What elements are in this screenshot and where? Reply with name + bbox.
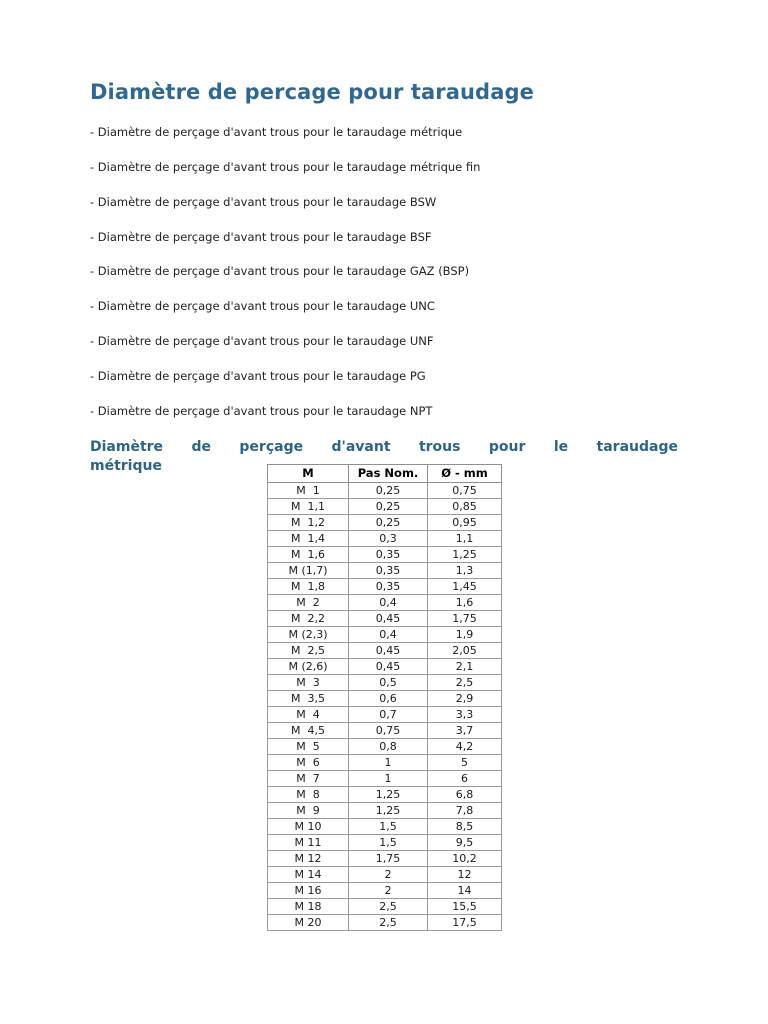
list-item: - Diamètre de perçage d'avant trous pour le taraudage métrique fin [90, 159, 481, 174]
cell-thread-size: M (2,3) [268, 627, 349, 643]
cell-drill-diameter: 4,2 [428, 739, 502, 755]
cell-pitch: 0,45 [349, 611, 428, 627]
cell-drill-diameter: 5 [428, 755, 502, 771]
table-row [268, 819, 502, 835]
table-row [268, 611, 502, 627]
cell-drill-diameter: 1,75 [428, 611, 502, 627]
table-body [268, 483, 502, 931]
table-row [268, 771, 502, 787]
list-item: - Diamètre de perçage d'avant trous pour le taraudage métrique [90, 125, 463, 140]
table-row [268, 515, 502, 531]
cell-drill-diameter: 1,9 [428, 627, 502, 643]
cell-drill-diameter: 2,1 [428, 659, 502, 675]
cell-thread-size: M 4,5 [268, 723, 349, 739]
table-row [268, 739, 502, 755]
table-row [268, 579, 502, 595]
list-item: - Diamètre de perçage d'avant trous pour le taraudage BSF [90, 229, 432, 244]
table-header-row [268, 465, 502, 483]
cell-pitch: 0,5 [349, 675, 428, 691]
column-header-pas: Pas Nom. [349, 465, 428, 483]
cell-thread-size: M 12 [268, 851, 349, 867]
cell-thread-size: M 1,1 [268, 499, 349, 515]
list-item: - Diamètre de perçage d'avant trous pour le taraudage PG [90, 368, 426, 383]
cell-thread-size: M 10 [268, 819, 349, 835]
cell-thread-size: M 16 [268, 883, 349, 899]
cell-thread-size: M 8 [268, 787, 349, 803]
cell-drill-diameter: 0,85 [428, 499, 502, 515]
cell-pitch: 0,8 [349, 739, 428, 755]
column-header-dia: Ø - mm [428, 465, 502, 483]
drill-diameter-table [267, 464, 502, 931]
cell-pitch: 0,45 [349, 659, 428, 675]
section-heading-line-1: Diamètre de perçage d'avant trous pour le taraudage [90, 439, 678, 456]
cell-thread-size: M 1,4 [268, 531, 349, 547]
table-row [268, 723, 502, 739]
topic-list [90, 125, 678, 419]
cell-thread-size: M 2,5 [268, 643, 349, 659]
table-row [268, 755, 502, 771]
cell-pitch: 0,25 [349, 483, 428, 499]
drill-diameter-table-container [267, 464, 501, 931]
table-row [268, 643, 502, 659]
cell-drill-diameter: 9,5 [428, 835, 502, 851]
table-row [268, 787, 502, 803]
cell-drill-diameter: 2,05 [428, 643, 502, 659]
cell-drill-diameter: 6 [428, 771, 502, 787]
cell-pitch: 1,5 [349, 819, 428, 835]
table-row [268, 867, 502, 883]
cell-pitch: 0,75 [349, 723, 428, 739]
cell-drill-diameter: 0,75 [428, 483, 502, 499]
cell-drill-diameter: 12 [428, 867, 502, 883]
list-item: - Diamètre de perçage d'avant trous pour le taraudage UNC [90, 299, 435, 314]
table-row [268, 707, 502, 723]
cell-thread-size: M 2 [268, 595, 349, 611]
cell-thread-size: M 1,6 [268, 547, 349, 563]
cell-pitch: 0,4 [349, 595, 428, 611]
cell-pitch: 0,3 [349, 531, 428, 547]
table-row [268, 915, 502, 931]
table-row [268, 691, 502, 707]
table-header [268, 465, 502, 483]
table-row [268, 531, 502, 547]
cell-pitch: 0,7 [349, 707, 428, 723]
table-row [268, 595, 502, 611]
cell-pitch: 1,25 [349, 803, 428, 819]
cell-thread-size: M 1,2 [268, 515, 349, 531]
cell-pitch: 0,35 [349, 563, 428, 579]
cell-thread-size: M 3,5 [268, 691, 349, 707]
cell-drill-diameter: 6,8 [428, 787, 502, 803]
list-item: - Diamètre de perçage d'avant trous pour le taraudage GAZ (BSP) [90, 264, 470, 279]
document-content [90, 80, 678, 476]
table-row [268, 883, 502, 899]
cell-drill-diameter: 1,1 [428, 531, 502, 547]
cell-pitch: 2 [349, 883, 428, 899]
cell-thread-size: M 18 [268, 899, 349, 915]
cell-drill-diameter: 7,8 [428, 803, 502, 819]
cell-thread-size: M 3 [268, 675, 349, 691]
cell-pitch: 1,25 [349, 787, 428, 803]
table-row [268, 899, 502, 915]
cell-pitch: 2,5 [349, 915, 428, 931]
cell-drill-diameter: 1,45 [428, 579, 502, 595]
cell-thread-size: M 4 [268, 707, 349, 723]
column-header-m: M [268, 465, 349, 483]
cell-pitch: 2 [349, 867, 428, 883]
table-row [268, 499, 502, 515]
cell-drill-diameter: 1,3 [428, 563, 502, 579]
cell-drill-diameter: 10,2 [428, 851, 502, 867]
cell-drill-diameter: 8,5 [428, 819, 502, 835]
cell-pitch: 0,35 [349, 547, 428, 563]
table-row [268, 851, 502, 867]
cell-pitch: 0,45 [349, 643, 428, 659]
cell-pitch: 1 [349, 755, 428, 771]
table-row [268, 659, 502, 675]
cell-thread-size: M 2,2 [268, 611, 349, 627]
section-heading-line-2: métrique [90, 458, 162, 475]
cell-pitch: 1,5 [349, 835, 428, 851]
cell-thread-size: M (1,7) [268, 563, 349, 579]
cell-pitch: 0,25 [349, 515, 428, 531]
cell-thread-size: M 11 [268, 835, 349, 851]
list-item: - Diamètre de perçage d'avant trous pour le taraudage UNF [90, 334, 434, 349]
table-row [268, 675, 502, 691]
cell-thread-size: M 7 [268, 771, 349, 787]
table-row [268, 547, 502, 563]
cell-drill-diameter: 1,6 [428, 595, 502, 611]
cell-thread-size: M 20 [268, 915, 349, 931]
cell-pitch: 0,25 [349, 499, 428, 515]
cell-drill-diameter: 2,5 [428, 675, 502, 691]
cell-drill-diameter: 15,5 [428, 899, 502, 915]
table-row [268, 835, 502, 851]
cell-thread-size: M 1,8 [268, 579, 349, 595]
cell-pitch: 0,4 [349, 627, 428, 643]
list-item: - Diamètre de perçage d'avant trous pour le taraudage NPT [90, 403, 433, 418]
cell-pitch: 2,5 [349, 899, 428, 915]
cell-pitch: 1 [349, 771, 428, 787]
table-row [268, 563, 502, 579]
cell-pitch: 1,75 [349, 851, 428, 867]
table-row [268, 483, 502, 499]
cell-drill-diameter: 3,3 [428, 707, 502, 723]
cell-drill-diameter: 17,5 [428, 915, 502, 931]
cell-pitch: 0,35 [349, 579, 428, 595]
cell-drill-diameter: 14 [428, 883, 502, 899]
table-row [268, 627, 502, 643]
cell-drill-diameter: 0,95 [428, 515, 502, 531]
cell-drill-diameter: 1,25 [428, 547, 502, 563]
cell-drill-diameter: 3,7 [428, 723, 502, 739]
page-title: Diamètre de percage pour taraudage [90, 80, 534, 104]
cell-drill-diameter: 2,9 [428, 691, 502, 707]
cell-thread-size: M 1 [268, 483, 349, 499]
list-item: - Diamètre de perçage d'avant trous pour le taraudage BSW [90, 194, 437, 209]
cell-thread-size: M 5 [268, 739, 349, 755]
cell-pitch: 0,6 [349, 691, 428, 707]
cell-thread-size: M 14 [268, 867, 349, 883]
cell-thread-size: M (2,6) [268, 659, 349, 675]
cell-thread-size: M 6 [268, 755, 349, 771]
table-row [268, 803, 502, 819]
cell-thread-size: M 9 [268, 803, 349, 819]
